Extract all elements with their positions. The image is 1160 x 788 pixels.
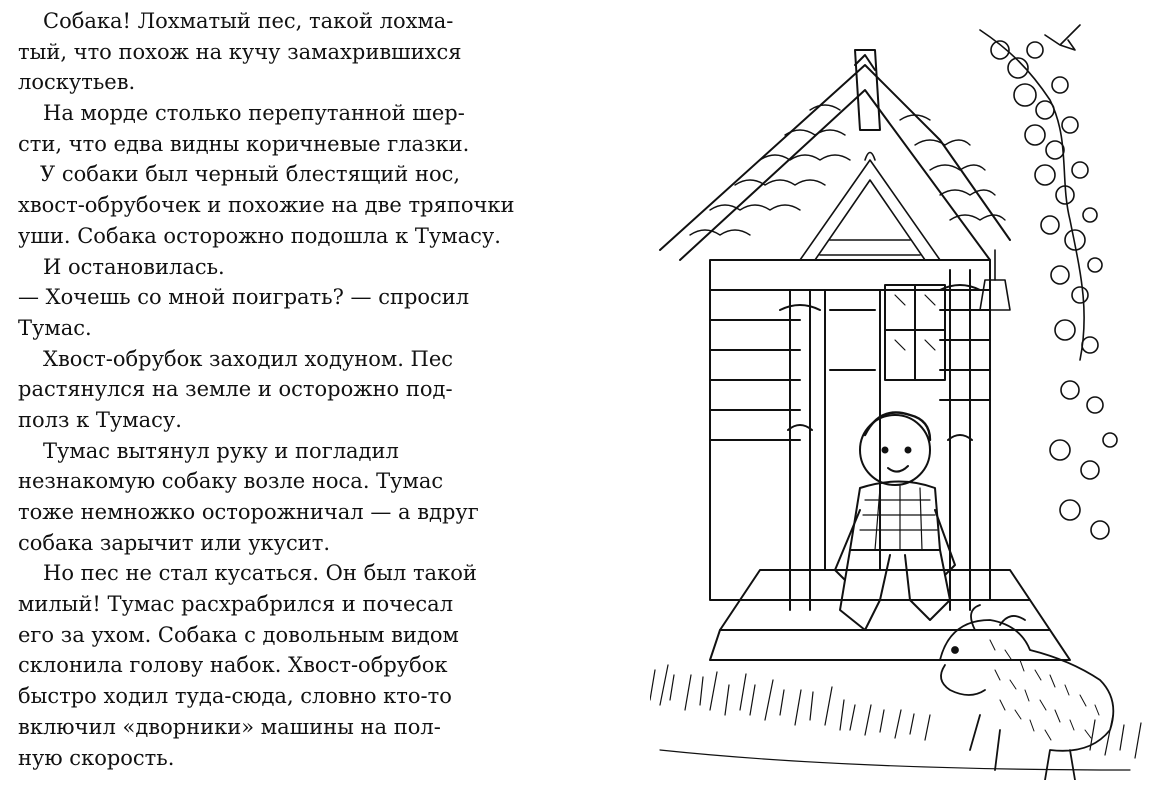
boy-figure	[835, 413, 955, 631]
story-line: У собаки был черный блестящий нос,	[40, 162, 461, 187]
window	[885, 285, 945, 380]
porch-roof	[660, 50, 1010, 260]
story-line: растянулся на земле и осторожно под-	[18, 377, 453, 402]
story-line: Но пес не стал кусаться. Он был такой	[43, 561, 477, 586]
story-text	[18, 6, 515, 773]
story-line: Собака! Лохматый пес, такой лохма-	[43, 9, 454, 33]
story-line: Тумас вытянул руку и погладил	[43, 438, 399, 463]
story-line: Тумас.	[18, 315, 92, 340]
grass	[650, 665, 1141, 770]
story-line: На морде столько перепутанной шер-	[43, 101, 465, 126]
story-line: лоскутьев.	[18, 70, 136, 95]
porch-steps	[710, 570, 1070, 660]
story-line: ную скорость.	[18, 745, 175, 770]
story-line: И остановилась.	[43, 254, 225, 279]
bird-icon	[1045, 25, 1080, 50]
story-line: сти, что едва видны коричневые глазки.	[18, 131, 470, 156]
story-line: включил «дворники» машины на пол-	[18, 714, 441, 739]
story-line: Хвост-обрубок заходил ходуном. Пес	[43, 346, 454, 371]
story-line: милый! Тумас расхрабрился и почесал	[18, 592, 454, 617]
story-line: уши. Собака осторожно подошла к Тумасу.	[18, 223, 501, 248]
vine-foliage	[980, 30, 1117, 539]
story-line: хвост-обрубочек и похожие на две тряпочки	[18, 193, 515, 218]
story-line: собака зарычит или укусит.	[18, 530, 331, 555]
story-line: быстро ходил туда-сюда, словно кто-то	[18, 684, 452, 709]
story-line: тый, что похож на кучу замахрившихся	[18, 39, 462, 64]
story-line: — Хочешь со мной поиграть? — спросил	[18, 285, 470, 310]
gable-trim	[800, 153, 940, 261]
story-line: склонила голову набок. Хвост-обрубок	[18, 653, 448, 678]
story-line: тоже немножко осторожничал — а вдруг	[18, 500, 479, 524]
story-line: его за ухом. Собака с довольным видом	[18, 622, 459, 647]
story-line: полз к Тумасу.	[18, 407, 182, 432]
story-line: незнакомую собаку возле носа. Тумас	[18, 469, 444, 494]
illustration-porch-boy-dog	[650, 10, 1150, 780]
dog-figure	[940, 605, 1113, 780]
